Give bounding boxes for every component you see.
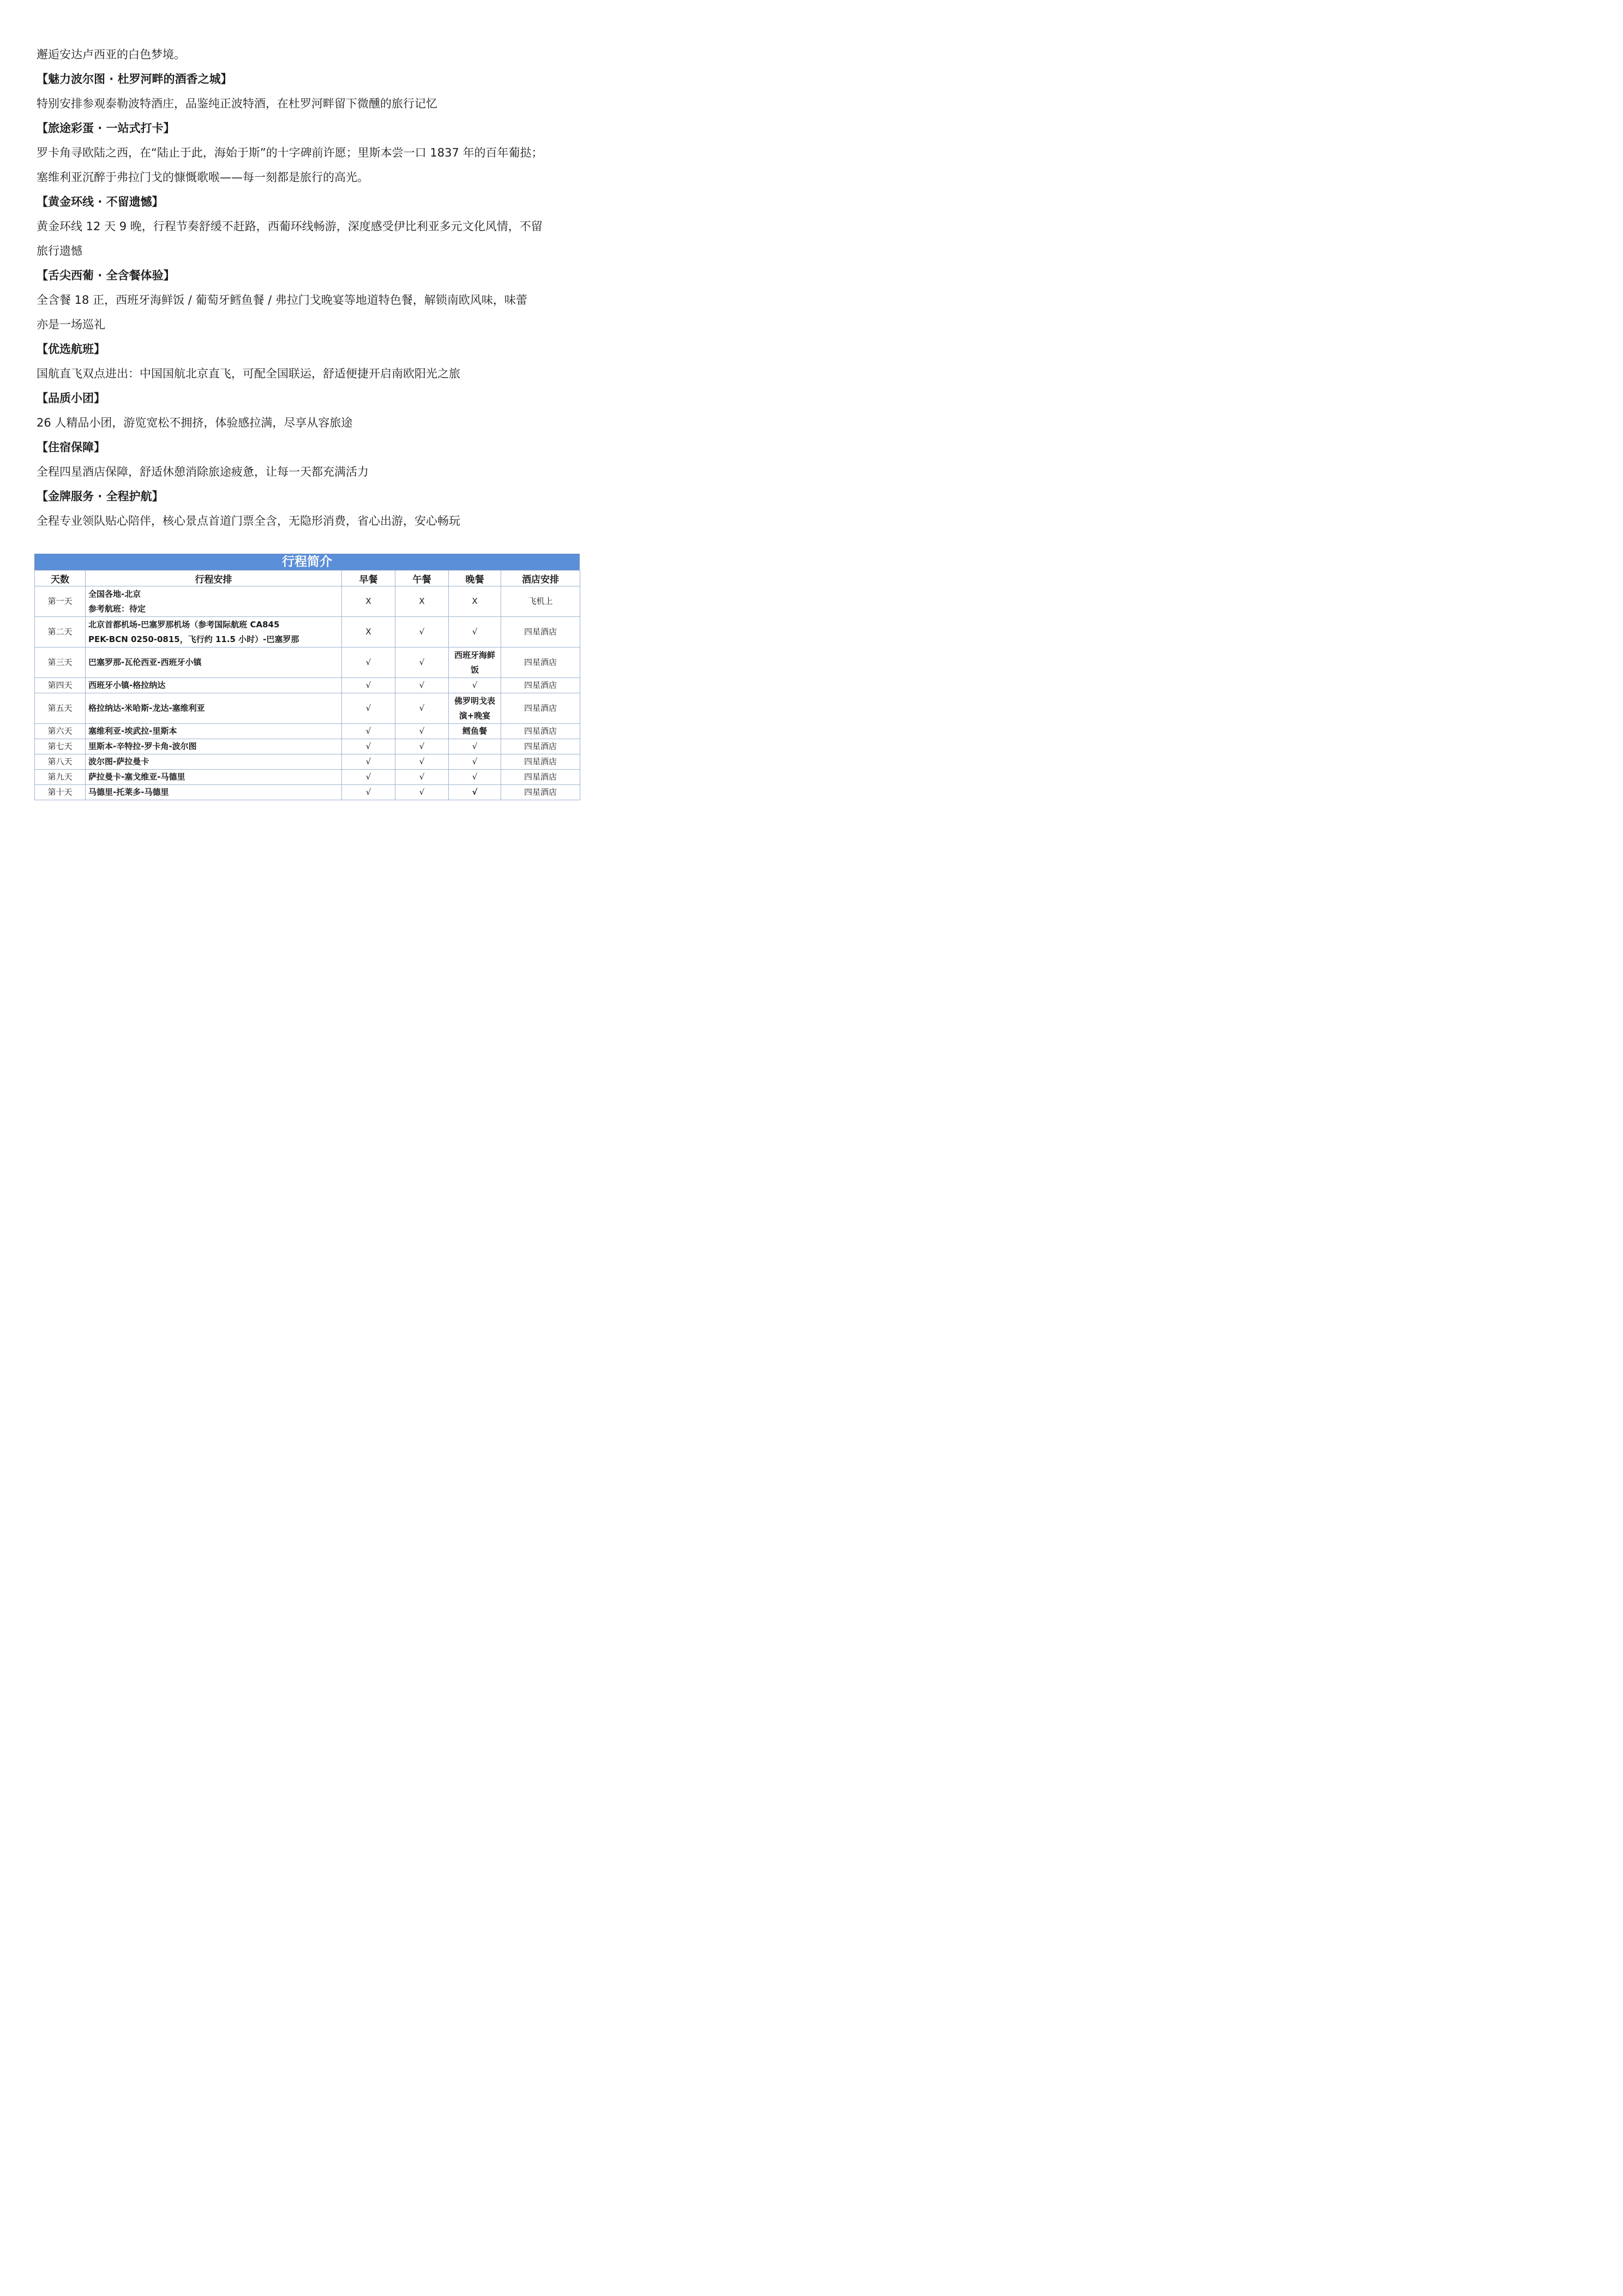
day-cell: 第五天: [35, 693, 86, 724]
lunch-cell: √: [395, 617, 449, 648]
header-breakfast: 早餐: [342, 571, 395, 586]
section-title: 【黄金环线 · 不留遗憾】: [37, 195, 164, 208]
itinerary-table-block: [34, 554, 580, 800]
section-text-line: 黄金环线 12 天 9 晚，行程节奏舒缓不赶路，西葡环线畅游，深度感受伊比利亚多元文化风情，不留: [37, 220, 543, 233]
section-text-line: 亦是一场巡礼: [37, 318, 105, 331]
dinner-cell: [449, 724, 501, 739]
lunch-cell: √: [395, 770, 449, 785]
route-line: 里斯本-辛特拉-罗卡角-波尔图: [88, 741, 197, 751]
dinner-line: √: [472, 772, 478, 782]
document-page: [0, 0, 612, 866]
day-cell: 第二天: [35, 617, 86, 648]
section-title: 【魅力波尔图 · 杜罗河畔的酒香之城】: [37, 73, 232, 86]
route-cell: [86, 739, 342, 754]
route-line: 全国各地-北京: [88, 589, 141, 599]
dinner-line: √: [472, 787, 478, 797]
intro-line: 邂逅安达卢西亚的白色梦境。: [37, 48, 185, 61]
day-cell: 第九天: [35, 770, 86, 785]
hotel-cell: 飞机上: [501, 586, 580, 617]
hotel-cell: 四星酒店: [501, 648, 580, 678]
day-cell: 第三天: [35, 648, 86, 678]
day-cell: 第八天: [35, 754, 86, 770]
header-lunch: 午餐: [395, 571, 449, 586]
route-line: 萨拉曼卡-塞戈维亚-马德里: [88, 772, 185, 782]
lunch-cell: √: [395, 739, 449, 754]
route-cell: [86, 770, 342, 785]
header-day: 天数: [35, 571, 86, 586]
table-row: [35, 648, 580, 678]
route-cell: [86, 724, 342, 739]
dinner-line: √: [472, 757, 478, 766]
day-cell: 第四天: [35, 678, 86, 693]
day-cell: 第十天: [35, 785, 86, 800]
breakfast-cell: √: [342, 770, 395, 785]
route-cell: [86, 648, 342, 678]
section-title: 【旅途彩蛋 · 一站式打卡】: [37, 122, 175, 135]
table-row: [35, 693, 580, 724]
route-line: 北京首都机场-巴塞罗那机场（参考国际航班 CA845: [88, 619, 280, 630]
hotel-cell: 四星酒店: [501, 693, 580, 724]
dinner-cell: [449, 586, 501, 617]
lunch-cell: √: [395, 754, 449, 770]
header-dinner: 晚餐: [449, 571, 501, 586]
section-text-line: 全含餐 18 正，西班牙海鲜饭 / 葡萄牙鳕鱼餐 / 弗拉门戈晚宴等地道特色餐，解锁南欧风味，味蕾: [37, 293, 527, 307]
dinner-line: √: [472, 680, 478, 690]
section-title: 【住宿保障】: [37, 441, 105, 454]
table-body: [35, 586, 580, 800]
route-line: 巴塞罗那-瓦伦西亚-西班牙小镇: [88, 657, 202, 667]
table-row: [35, 724, 580, 739]
dinner-cell: [449, 617, 501, 648]
route-line: 西班牙小镇-格拉纳达: [88, 680, 166, 690]
table-row: [35, 770, 580, 785]
route-line: PEK-BCN 0250-0815，飞行约 11.5 小时）-巴塞罗那: [88, 634, 299, 644]
dinner-cell: [449, 678, 501, 693]
lunch-cell: √: [395, 693, 449, 724]
breakfast-cell: √: [342, 739, 395, 754]
dinner-cell: [449, 754, 501, 770]
hotel-cell: 四星酒店: [501, 739, 580, 754]
hotel-cell: 四星酒店: [501, 785, 580, 800]
section-text-line: 塞维利亚沉醉于弗拉门戈的慷慨歌喉——每一刻都是旅行的高光。: [37, 171, 369, 184]
breakfast-cell: √: [342, 693, 395, 724]
dinner-line: X: [472, 596, 478, 606]
table-row: [35, 617, 580, 648]
highlight-sections: [37, 67, 576, 533]
dinner-cell: [449, 770, 501, 785]
dinner-cell: [449, 739, 501, 754]
breakfast-cell: X: [342, 586, 395, 617]
route-line: 塞维利亚-埃武拉-里斯本: [88, 726, 177, 736]
day-cell: 第七天: [35, 739, 86, 754]
section-title: 【优选航班】: [37, 343, 105, 356]
table-row: [35, 739, 580, 754]
hotel-cell: 四星酒店: [501, 754, 580, 770]
lunch-cell: √: [395, 678, 449, 693]
dinner-cell: [449, 785, 501, 800]
dinner-line: 鳕鱼餐: [462, 726, 487, 736]
dinner-line: 演+晚宴: [459, 710, 491, 721]
dinner-line: 西班牙海鲜: [454, 650, 495, 660]
section-text-line: 全程专业领队贴心陪伴，核心景点首道门票全含，无隐形消费，省心出游，安心畅玩: [37, 514, 460, 527]
table-row: [35, 678, 580, 693]
hotel-cell: 四星酒店: [501, 617, 580, 648]
header-route: 行程安排: [86, 571, 342, 586]
section-title: 【舌尖西葡 · 全含餐体验】: [37, 269, 175, 282]
hotel-cell: 四星酒店: [501, 770, 580, 785]
section-text-line: 罗卡角寻欧陆之西，在“陆止于此，海始于斯”的十字碑前许愿；里斯本尝一口 1837 年的百年葡挞；: [37, 146, 543, 159]
route-cell: [86, 754, 342, 770]
route-line: 参考航班：待定: [88, 603, 146, 614]
highlights-text: [37, 43, 576, 533]
day-cell: 第一天: [35, 586, 86, 617]
section-text-line: 国航直飞双点进出：中国国航北京直飞，可配全国联运，舒适便捷开启南欧阳光之旅: [37, 367, 460, 380]
lunch-cell: X: [395, 586, 449, 617]
route-cell: [86, 617, 342, 648]
section-text-line: 26 人精品小团，游览宽松不拥挤，体验感拉满，尽享从容旅途: [37, 416, 353, 429]
hotel-cell: 四星酒店: [501, 724, 580, 739]
itinerary-title: 行程简介: [34, 554, 580, 570]
route-cell: [86, 678, 342, 693]
route-line: 格拉纳达-米哈斯-龙达-塞维利亚: [88, 703, 205, 713]
dinner-line: √: [472, 741, 478, 751]
section-text-line: 旅行遗憾: [37, 244, 82, 257]
dinner-line: 佛罗明戈表: [454, 696, 495, 706]
lunch-cell: √: [395, 785, 449, 800]
breakfast-cell: √: [342, 648, 395, 678]
breakfast-cell: √: [342, 724, 395, 739]
route-line: 马德里-托莱多-马德里: [88, 787, 169, 797]
hotel-cell: 四星酒店: [501, 678, 580, 693]
table-row: [35, 785, 580, 800]
breakfast-cell: √: [342, 678, 395, 693]
dinner-cell: [449, 648, 501, 678]
day-cell: 第六天: [35, 724, 86, 739]
route-cell: [86, 693, 342, 724]
lunch-cell: √: [395, 724, 449, 739]
table-row: [35, 754, 580, 770]
dinner-line: √: [472, 627, 478, 637]
breakfast-cell: √: [342, 785, 395, 800]
breakfast-cell: X: [342, 617, 395, 648]
breakfast-cell: √: [342, 754, 395, 770]
dinner-cell: [449, 693, 501, 724]
itinerary-table: [34, 570, 580, 800]
section-title: 【金牌服务 · 全程护航】: [37, 490, 164, 503]
table-header-row: [35, 571, 580, 586]
route-cell: [86, 785, 342, 800]
section-text-line: 特别安排参观泰勒波特酒庄，品鉴纯正波特酒，在杜罗河畔留下微醺的旅行记忆: [37, 97, 437, 110]
dinner-line: 饭: [470, 664, 479, 675]
route-line: 波尔图-萨拉曼卡: [88, 757, 149, 766]
table-row: [35, 586, 580, 617]
route-cell: [86, 586, 342, 617]
section-title: 【品质小团】: [37, 392, 105, 405]
lunch-cell: √: [395, 648, 449, 678]
section-text-line: 全程四星酒店保障，舒适休憩消除旅途疲惫，让每一天都充满活力: [37, 465, 369, 478]
header-hotel: 酒店安排: [501, 571, 580, 586]
